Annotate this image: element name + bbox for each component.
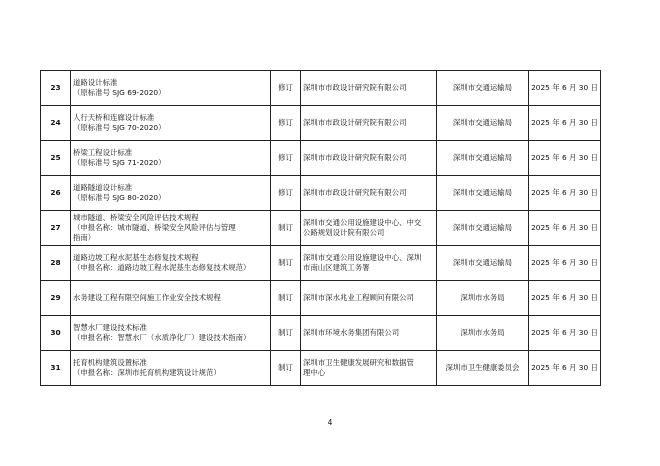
competent-department: 深圳市交通运输局 bbox=[437, 141, 529, 176]
standard-name: 水务建设工程有限空间施工作业安全技术规程 bbox=[73, 293, 221, 302]
drafting-unit bbox=[301, 246, 437, 281]
competent-department: 深圳市卫生健康委员会 bbox=[437, 351, 529, 386]
drafting-unit-line: 深圳市深水兆业工程顾问有限公司 bbox=[303, 293, 414, 302]
table-row bbox=[41, 176, 601, 211]
revision-type: 修订 bbox=[271, 106, 301, 141]
drafting-unit bbox=[301, 71, 437, 106]
completion-date: 2025 年 6 月 30 日 bbox=[529, 106, 601, 141]
drafting-unit bbox=[301, 106, 437, 141]
standard-note: （申报名称：道路边坡工程水泥基生态修复技术规范） bbox=[73, 263, 251, 272]
standard-name-cell bbox=[71, 141, 271, 176]
completion-date: 2025 年 6 月 30 日 bbox=[529, 176, 601, 211]
row-number: 25 bbox=[41, 141, 71, 176]
completion-date: 2025 年 6 月 30 日 bbox=[529, 141, 601, 176]
competent-department: 深圳市水务局 bbox=[437, 316, 529, 351]
revision-type: 修订 bbox=[271, 141, 301, 176]
drafting-unit-line: 深圳市市政设计研究院有限公司 bbox=[303, 153, 407, 162]
competent-department: 深圳市交通运输局 bbox=[437, 211, 529, 246]
drafting-unit-line: 深圳市交通公用设施建设中心、中交 bbox=[303, 218, 422, 227]
competent-department: 深圳市水务局 bbox=[437, 281, 529, 316]
drafting-unit-line: 深圳市市政设计研究院有限公司 bbox=[303, 188, 407, 197]
table-row bbox=[41, 71, 601, 106]
standard-note: （原标准号 SJG 71-2020） bbox=[73, 158, 166, 167]
drafting-unit-line: 市南山区建筑工务署 bbox=[303, 263, 370, 272]
completion-date: 2025 年 6 月 30 日 bbox=[529, 246, 601, 281]
standard-name-cell bbox=[71, 281, 271, 316]
competent-department: 深圳市交通运输局 bbox=[437, 246, 529, 281]
completion-date: 2025 年 6 月 30 日 bbox=[529, 211, 601, 246]
row-number: 27 bbox=[41, 211, 71, 246]
standard-note: （申报名称：智慧水厂（水质净化厂）建设技术指南） bbox=[73, 333, 251, 342]
drafting-unit bbox=[301, 281, 437, 316]
row-number: 23 bbox=[41, 71, 71, 106]
standard-note: （原标准号 SJG 69-2020） bbox=[73, 88, 166, 97]
completion-date: 2025 年 6 月 30 日 bbox=[529, 351, 601, 386]
competent-department: 深圳市交通运输局 bbox=[437, 71, 529, 106]
standard-name-cell bbox=[71, 316, 271, 351]
standards-table bbox=[40, 70, 601, 386]
table-row bbox=[41, 211, 601, 246]
standard-name-cell bbox=[71, 351, 271, 386]
standard-name: 桥梁工程设计标准 bbox=[73, 148, 133, 157]
competent-department: 深圳市交通运输局 bbox=[437, 176, 529, 211]
table-row bbox=[41, 316, 601, 351]
drafting-unit bbox=[301, 176, 437, 211]
drafting-unit-line: 理中心 bbox=[303, 368, 326, 377]
standard-name: 道路边坡工程水泥基生态修复技术规程 bbox=[73, 253, 199, 262]
standard-name-cell bbox=[71, 211, 271, 246]
revision-type: 制订 bbox=[271, 211, 301, 246]
standard-note: （申报名称：城市隧道、桥梁安全风险评估与管理 bbox=[73, 223, 236, 232]
drafting-unit-line: 深圳市环境水务集团有限公司 bbox=[303, 328, 400, 337]
row-number: 24 bbox=[41, 106, 71, 141]
row-number: 26 bbox=[41, 176, 71, 211]
table-row bbox=[41, 106, 601, 141]
drafting-unit-line: 深圳市市政设计研究院有限公司 bbox=[303, 83, 407, 92]
standard-name: 城市隧道、桥梁安全风险评估技术规程 bbox=[73, 213, 199, 222]
completion-date: 2025 年 6 月 30 日 bbox=[529, 71, 601, 106]
drafting-unit-line: 深圳市市政设计研究院有限公司 bbox=[303, 118, 407, 127]
standard-name: 道路设计标准 bbox=[73, 78, 118, 87]
standard-name: 智慧水厂建设技术标准 bbox=[73, 323, 147, 332]
revision-type: 制订 bbox=[271, 316, 301, 351]
standard-name-cell bbox=[71, 176, 271, 211]
standard-name-cell bbox=[71, 246, 271, 281]
page-number: 4 bbox=[327, 418, 333, 427]
competent-department: 深圳市交通运输局 bbox=[437, 106, 529, 141]
standard-name: 道路隧道设计标准 bbox=[73, 183, 133, 192]
standard-note: （申报名称：深圳市托育机构建筑设计规范） bbox=[73, 368, 221, 377]
drafting-unit bbox=[301, 141, 437, 176]
standard-note: （原标准号 SJG 80-2020） bbox=[73, 193, 166, 202]
revision-type: 制订 bbox=[271, 246, 301, 281]
table-row bbox=[41, 351, 601, 386]
completion-date: 2025 年 6 月 30 日 bbox=[529, 316, 601, 351]
table-row bbox=[41, 141, 601, 176]
standard-note: （原标准号 SJG 70-2020） bbox=[73, 123, 166, 132]
standard-name: 人行天桥和连廊设计标准 bbox=[73, 113, 155, 122]
standard-name-cell bbox=[71, 106, 271, 141]
drafting-unit bbox=[301, 211, 437, 246]
revision-type: 制订 bbox=[271, 281, 301, 316]
standard-note-continued: 指南） bbox=[73, 233, 96, 242]
row-number: 30 bbox=[41, 316, 71, 351]
drafting-unit bbox=[301, 316, 437, 351]
revision-type: 制订 bbox=[271, 351, 301, 386]
row-number: 31 bbox=[41, 351, 71, 386]
drafting-unit bbox=[301, 351, 437, 386]
revision-type: 修订 bbox=[271, 176, 301, 211]
table-row bbox=[41, 281, 601, 316]
standard-name-cell bbox=[71, 71, 271, 106]
standard-name: 托育机构建筑设置标准 bbox=[73, 358, 147, 367]
drafting-unit-line: 深圳市交通公用设施建设中心、深圳 bbox=[303, 253, 422, 262]
table-body bbox=[41, 71, 601, 386]
row-number: 29 bbox=[41, 281, 71, 316]
table-row bbox=[41, 246, 601, 281]
revision-type: 修订 bbox=[271, 71, 301, 106]
drafting-unit-line: 公路规划设计院有限公司 bbox=[303, 228, 385, 237]
drafting-unit-line: 深圳市卫生健康发展研究和数据管 bbox=[303, 358, 414, 367]
row-number: 28 bbox=[41, 246, 71, 281]
completion-date: 2025 年 6 月 30 日 bbox=[529, 281, 601, 316]
